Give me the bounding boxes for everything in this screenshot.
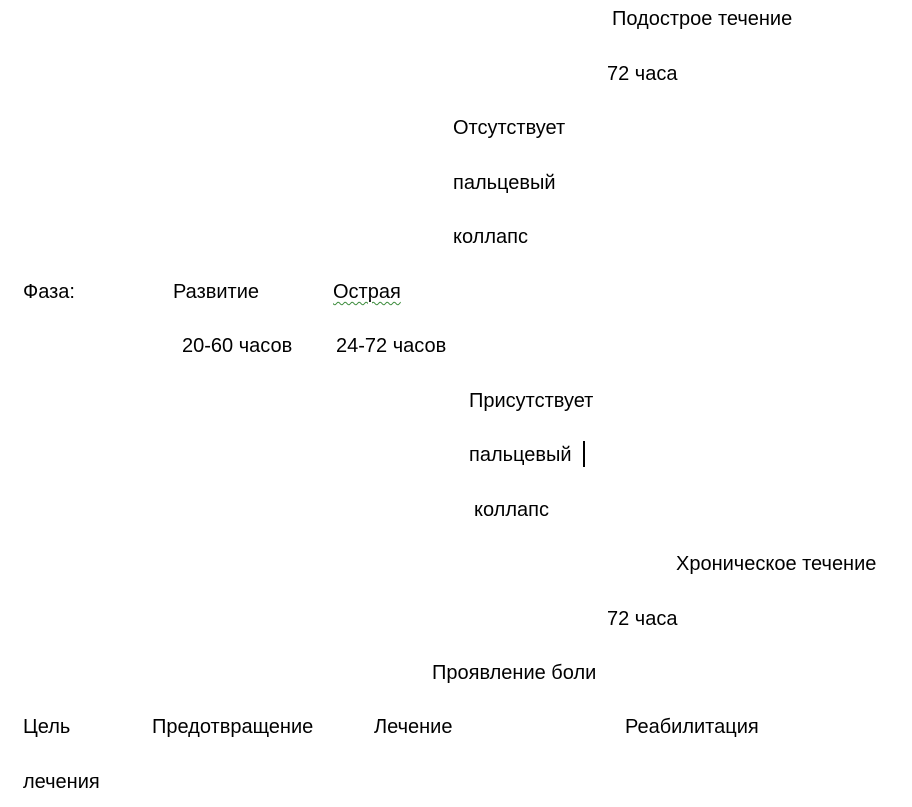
chronic-duration: 72 часа xyxy=(607,608,678,630)
present-collapse-line2: пальцевый xyxy=(469,444,572,466)
treatment-rehabilitation: Реабилитация xyxy=(625,716,759,738)
phase-acute: Острая xyxy=(333,281,401,303)
duration-acute: 24-72 часов xyxy=(336,335,447,357)
duration-development: 20-60 часов xyxy=(182,335,293,357)
treatment-goal-label-line1: Цель xyxy=(23,716,71,738)
treatment-treatment: Лечение xyxy=(374,716,453,738)
text-cursor xyxy=(583,441,585,467)
phase-label: Фаза: xyxy=(23,281,75,303)
chronic-title: Хроническое течение xyxy=(676,553,877,575)
absent-collapse-line3: коллапс xyxy=(453,226,528,248)
subacute-duration: 72 часа xyxy=(607,63,678,85)
treatment-goal-label-line2: лечения xyxy=(23,771,100,793)
treatment-prevention: Предотвращение xyxy=(152,716,314,738)
pain-label: Проявление боли xyxy=(432,662,597,684)
subacute-title: Подострое течение xyxy=(612,8,793,30)
phase-development: Развитие xyxy=(173,281,259,303)
present-collapse-line3: коллапс xyxy=(474,499,549,521)
absent-collapse-line2: пальцевый xyxy=(453,172,556,194)
absent-collapse-line1: Отсутствует xyxy=(453,117,566,139)
present-collapse-line1: Присутствует xyxy=(469,390,594,412)
